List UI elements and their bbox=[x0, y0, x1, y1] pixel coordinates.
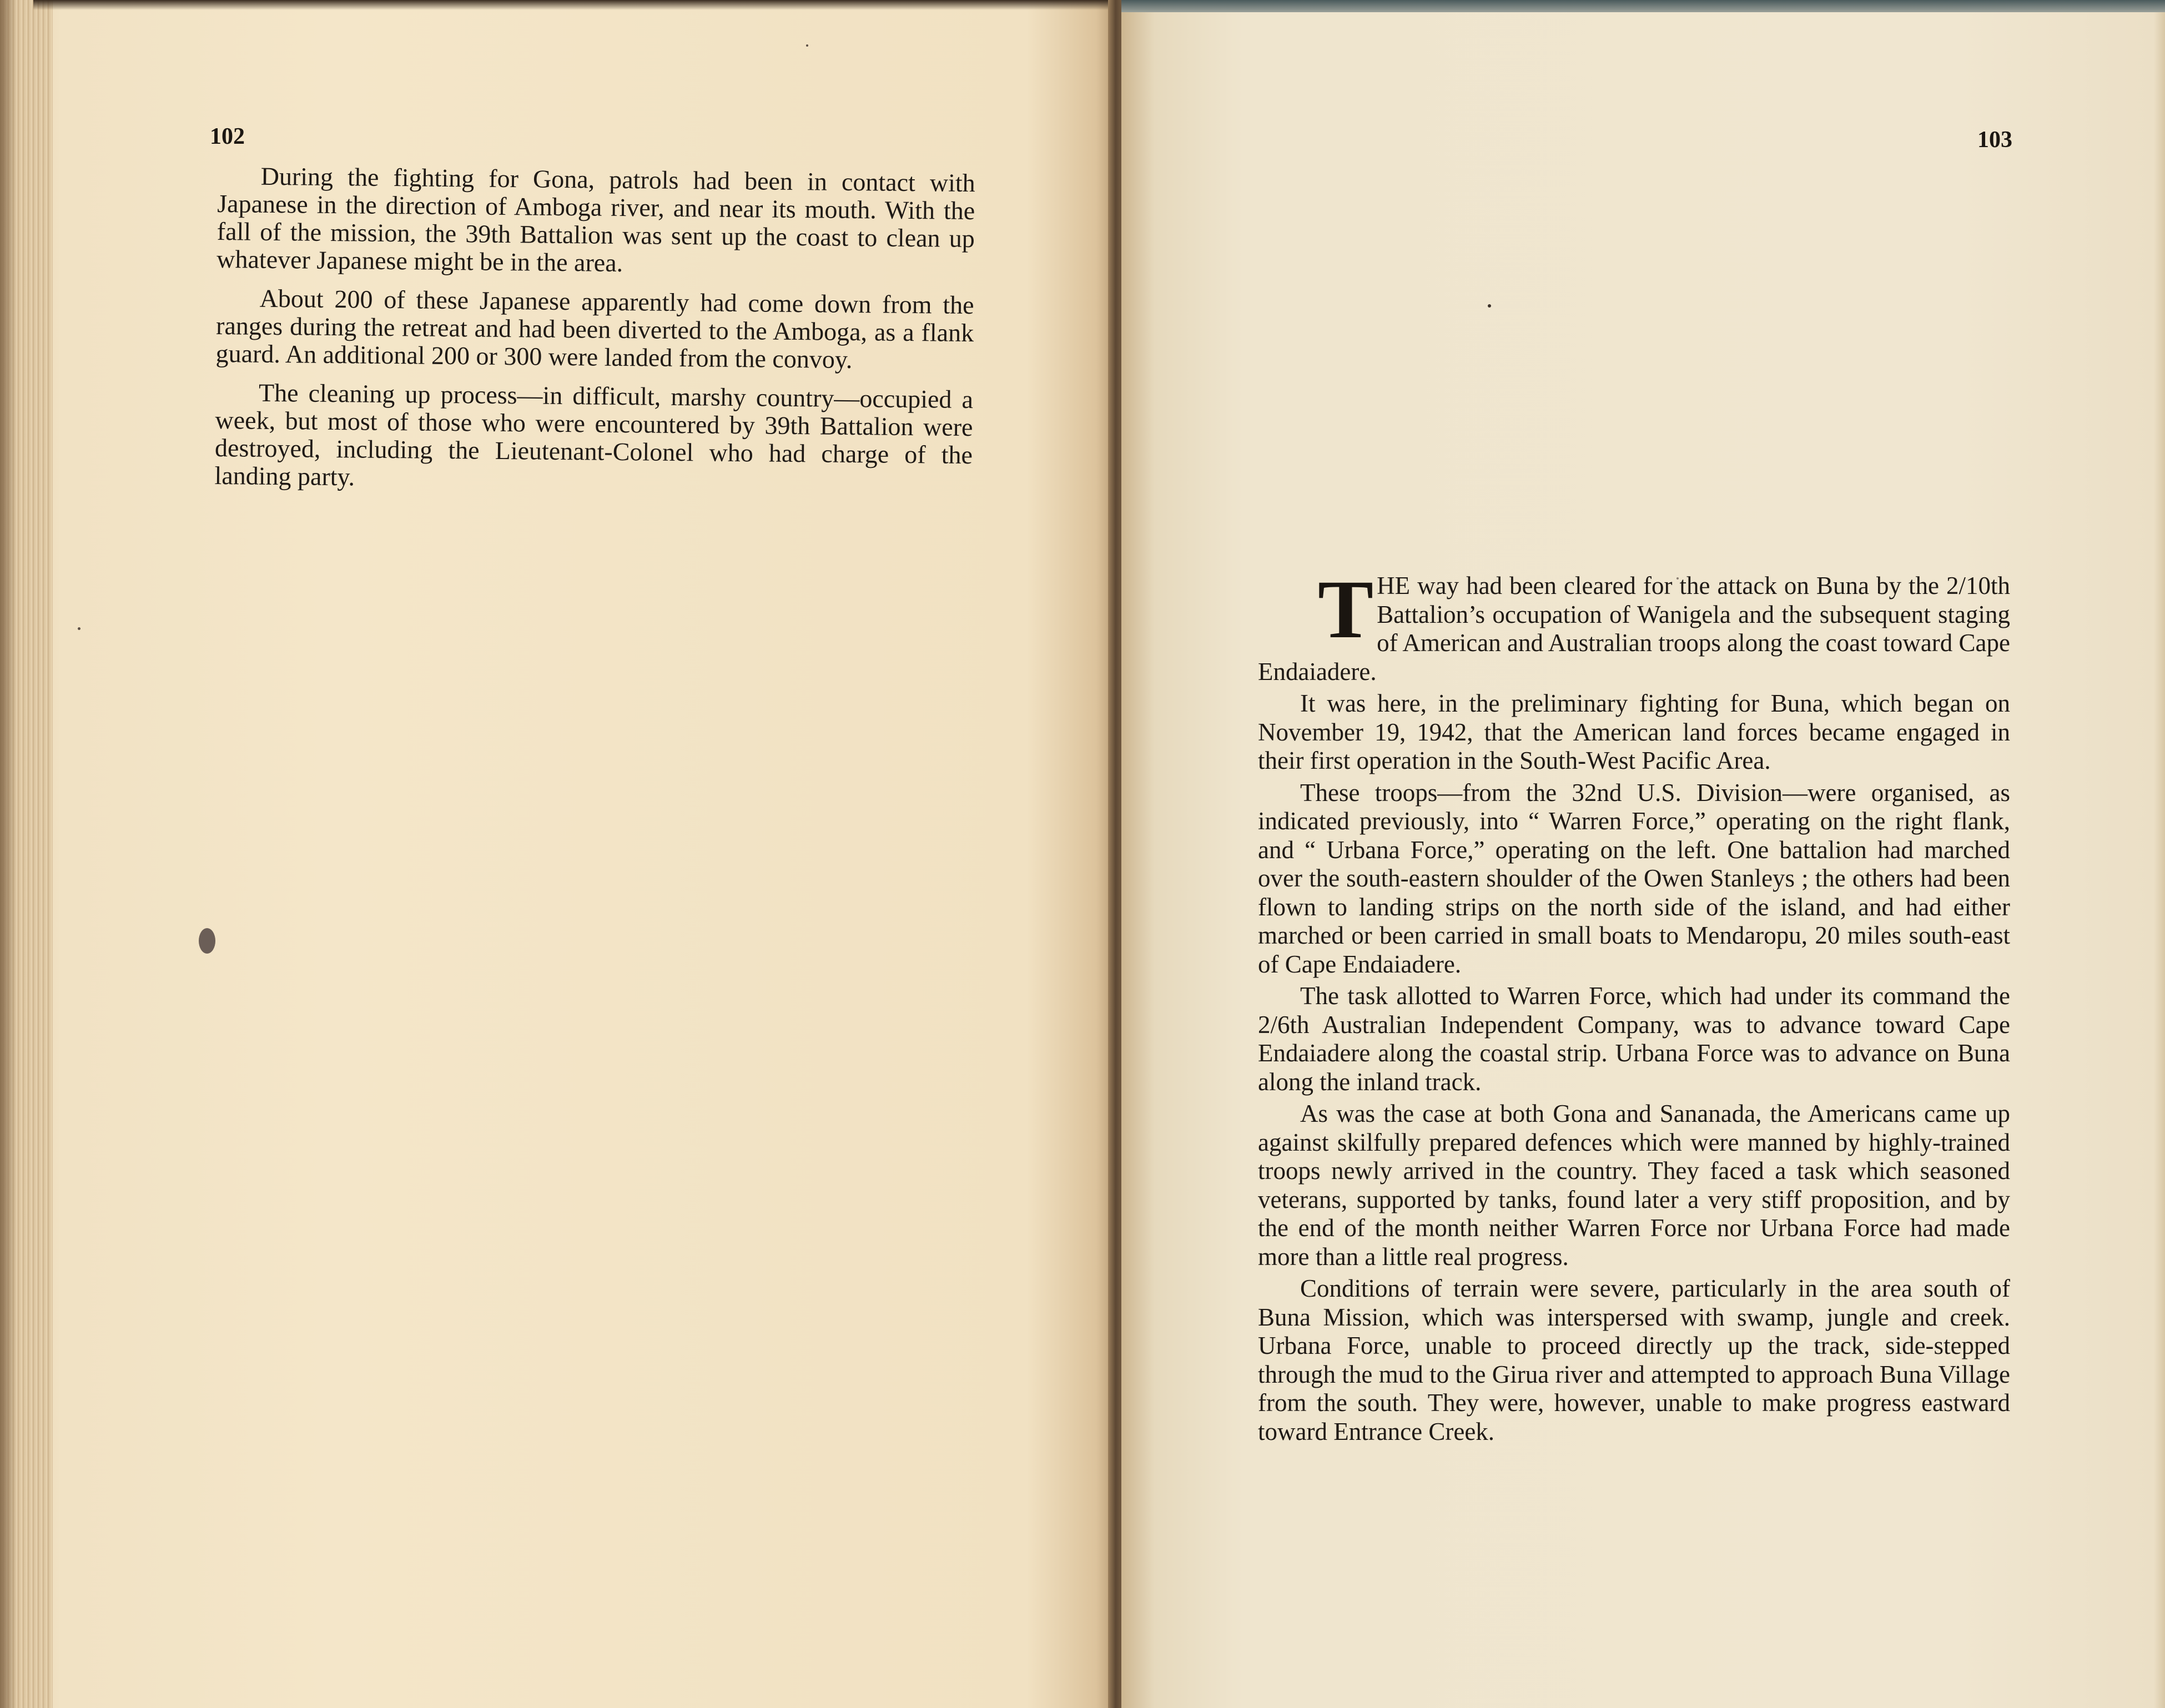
left-paragraph-2: About 200 of these Japanese apparently had come down from the ranges during the retreat and had been diverted to the Amboga, as a flank guard. An additional 200 or 300 were landed from the convoy. bbox=[215, 284, 974, 374]
right-paragraph-4: The task allotted to Warren Force, which had under its command the 2/6th Australian Independent Company, was to advance toward Cape Endaiadere along the coastal strip. Urbana Force was to advance on Buna along the inland track. bbox=[1258, 982, 2010, 1096]
paper-speck bbox=[78, 627, 80, 630]
left-page-number: 102 bbox=[210, 124, 245, 149]
ink-blot bbox=[199, 928, 215, 954]
right-paragraph-1-text: HE way had been cleared for the attack on Buna by the 2/10th Battalion’s occupation of Wanigela and the subsequent staging of American and Australian troops along the coast toward Cape Endaiadere. bbox=[1258, 572, 2010, 686]
right-paragraph-3: These troops—from the 32nd U.S. Division—were organised, as indicated previously, into “ Warren Force,” operating on the right flank, and “ Urbana Force,” operating on the left. One battalion had marched over the south-eastern shoulder of the Owen Stanleys ; the others had been flown to landing strips on the north side of the island, and had either marched or been carried in small boats to Mendaropu, 20 miles south-east of Cape Endaiadere. bbox=[1258, 778, 2010, 978]
drop-cap: T bbox=[1318, 563, 1374, 656]
right-paragraph-5: As was the case at both Gona and Sananada, the Americans came up against skilfully prepared defences which were manned by highly-trained troops newly arrived in the country. They faced a task which seasoned veterans, supported by tanks, found later a very stiff proposition, and by the end of the month neither Warren Force nor Urbana Force had made more than a little real progress. bbox=[1258, 1100, 2010, 1271]
paper-speck bbox=[1488, 304, 1491, 308]
paper-speck bbox=[806, 44, 808, 47]
right-paragraph-2: It was here, in the preliminary fighting for Buna, which began on November 19, 1942, that the American land forces became engaged in their first operation in the South-West Pacific Area. bbox=[1258, 689, 2010, 774]
right-paragraph-1 bbox=[1258, 563, 2010, 686]
left-paragraph-1: During the fighting for Gona, patrols had been in contact with Japanese in the direction of Amboga river, and near its mouth. With the fall of the mission, the 39th Battalion was sent up the coast to clean up whatever Japanese might be in the area. bbox=[216, 162, 975, 278]
page-edge-shadow bbox=[0, 0, 17, 1708]
left-paragraph-3: The cleaning up process—in difficult, marshy country—occupied a week, but most of those who were encountered by 39th Battalion were destroyed, including the Lieutenant-Colonel who had charge of the landing party. bbox=[214, 378, 974, 491]
right-page-number: 103 bbox=[1977, 127, 2012, 153]
cover-edge bbox=[1121, 0, 2165, 12]
right-paragraph-6: Conditions of terrain were severe, particularly in the area south of Buna Mission, which was interspersed with swamp, jungle and creek. Urbana Force, unable to proceed directly up the track, side-stepped through the mud to the Girua river and attempted to approach Buna Village from the south. They were, however, unable to make progress eastward toward Entrance Creek. bbox=[1258, 1274, 2010, 1445]
left-page-body bbox=[214, 162, 975, 508]
cover-shadow bbox=[33, 0, 1116, 10]
right-page-body bbox=[1258, 563, 2010, 1449]
